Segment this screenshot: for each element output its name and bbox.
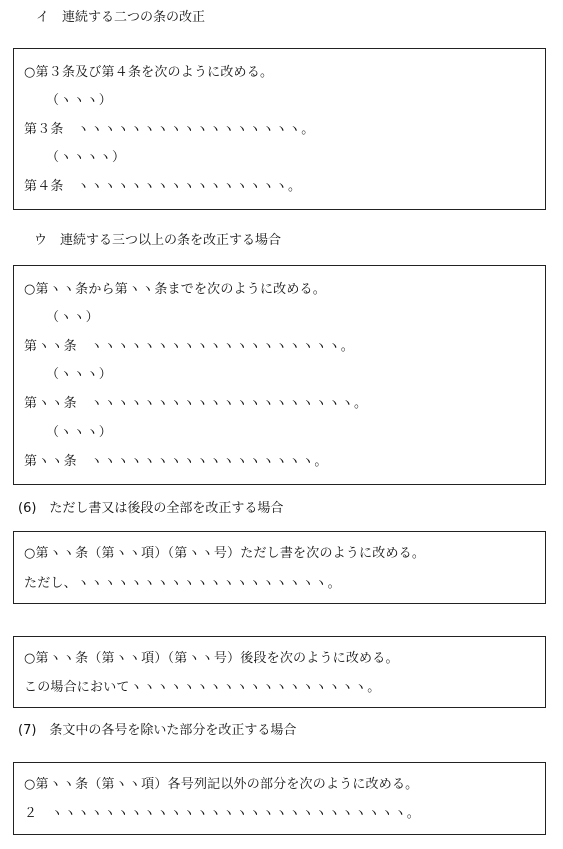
- box-line-article: 第３条 ヽヽヽヽヽヽヽヽヽヽヽヽヽヽヽヽヽ。: [24, 122, 315, 137]
- example-box-6-latter: [13, 636, 546, 708]
- example-box-i: [13, 48, 546, 210]
- box-line-caption: （ヽヽ）: [46, 310, 99, 325]
- section-heading-i: イ 連続する二つの条の改正: [36, 10, 206, 25]
- box-line-directive: ○第３条及び第４条を次のように改める。: [24, 65, 274, 80]
- box-line-directive: ○第ヽヽ条（第ヽヽ項）（第ヽヽ号）後段を次のように改める。: [24, 651, 399, 666]
- box-line-article: 第ヽヽ条 ヽヽヽヽヽヽヽヽヽヽヽヽヽヽヽヽヽヽヽヽ。: [24, 396, 368, 411]
- section-heading-u: ウ 連続する三つ以上の条を改正する場合: [34, 233, 282, 248]
- box-line-directive: ○第ヽヽ条（第ヽヽ項）（第ヽヽ号）ただし書を次のように改める。: [24, 546, 426, 561]
- box-line-caption: （ヽヽヽヽ）: [46, 150, 126, 165]
- box-line-article: この場合においてヽヽヽヽヽヽヽヽヽヽヽヽヽヽヽヽヽヽ。: [24, 680, 381, 695]
- example-box-6-proviso: [13, 531, 546, 604]
- box-line-article: 第ヽヽ条 ヽヽヽヽヽヽヽヽヽヽヽヽヽヽヽヽヽヽヽ。: [24, 339, 355, 354]
- box-line-caption: （ヽヽヽ）: [46, 367, 113, 382]
- box-line-caption: （ヽヽヽ）: [46, 93, 113, 108]
- box-line-article: 第ヽヽ条 ヽヽヽヽヽヽヽヽヽヽヽヽヽヽヽヽヽ。: [24, 454, 328, 469]
- example-box-7: [13, 762, 546, 835]
- section-heading-6: (6) ただし書又は後段の全部を改正する場合: [18, 501, 284, 516]
- box-line-article: ただし、ヽヽヽヽヽヽヽヽヽヽヽヽヽヽヽヽヽヽヽ。: [24, 576, 341, 591]
- box-line-directive: ○第ヽヽ条から第ヽヽ条までを次のように改める。: [24, 282, 326, 297]
- example-box-u: [13, 265, 546, 485]
- section-heading-7: (7) 条文中の各号を除いた部分を改正する場合: [18, 723, 297, 738]
- box-line-article: ２ ヽヽヽヽヽヽヽヽヽヽヽヽヽヽヽヽヽヽヽヽヽヽヽヽヽヽヽ。: [24, 806, 421, 821]
- box-line-caption: （ヽヽヽ）: [46, 425, 113, 440]
- box-line-article: 第４条 ヽヽヽヽヽヽヽヽヽヽヽヽヽヽヽヽ。: [24, 179, 302, 194]
- box-line-directive: ○第ヽヽ条（第ヽヽ項）各号列記以外の部分を次のように改める。: [24, 777, 419, 792]
